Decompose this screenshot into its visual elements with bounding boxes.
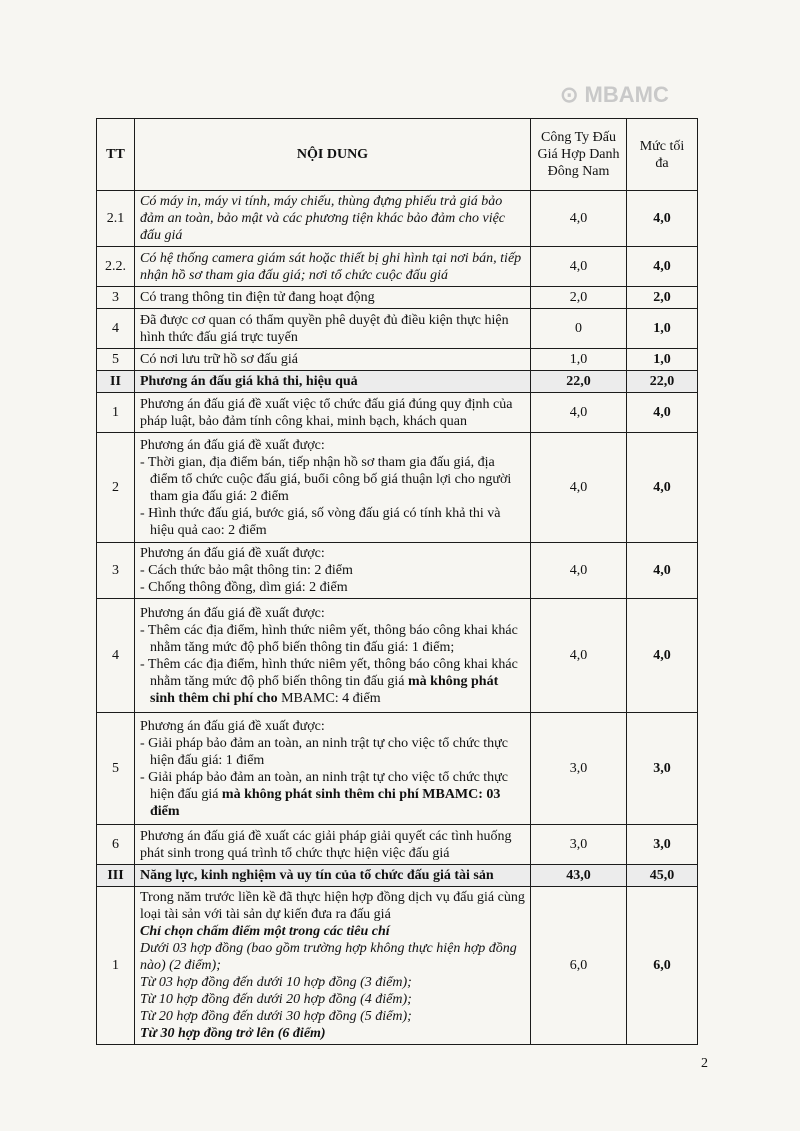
content-line: [140, 579, 525, 596]
table-row: [97, 191, 698, 247]
row-number: 5: [97, 349, 135, 371]
table-row: [97, 349, 698, 371]
company-score: 4,0: [531, 393, 627, 433]
table-row: [97, 287, 698, 309]
content-line: [140, 289, 525, 306]
row-content: [135, 309, 531, 349]
table-row: [97, 713, 698, 825]
content-line: [140, 505, 525, 539]
content-text: - Giải pháp bảo đảm an toàn, an ninh trật tự cho việc tổ chức thực hiện đấu giá: 1 điểm: [140, 735, 508, 768]
content-text: Phương án đấu giá đề xuất các giải pháp giải quyết các tình huống phát sinh trong quá trình tổ chức thực hiện việc đấu giá: [140, 828, 512, 861]
content-line: [140, 974, 525, 991]
header-content: NỘI DUNG: [135, 119, 531, 191]
content-text: - Thêm các địa điểm, hình thức niêm yết, thông báo công khai khác nhằm tăng mức độ phổ biến thông tin đấu giá: 1 điểm;: [140, 622, 518, 655]
content-line: [140, 991, 525, 1008]
content-text: Dưới 03 hợp đồng (bao gồm trường hợp không thực hiện hợp đồng nào) (2 điểm);: [140, 941, 517, 973]
content-text: Từ 20 hợp đồng đến dưới 30 hợp đồng (5 điểm);: [140, 1009, 412, 1024]
content-text: - Thời gian, địa điểm bán, tiếp nhận hồ sơ tham gia đấu giá, địa điểm tổ chức cuộc đấu giá, buổi công bố giá thuận lợi cho người tham gia đấu giá: 2 điểm: [140, 454, 512, 504]
company-score: 3,0: [531, 713, 627, 825]
content-tail-text: MBAMC: 4 điểm: [277, 690, 381, 706]
table-row: [97, 309, 698, 349]
row-content: [135, 599, 531, 713]
table-row: [97, 433, 698, 543]
max-score: 4,0: [627, 393, 698, 433]
content-line: [140, 312, 525, 346]
max-score: 4,0: [627, 247, 698, 287]
row-content: [135, 887, 531, 1045]
row-content: [135, 543, 531, 599]
max-score: 1,0: [627, 349, 698, 371]
max-score: 4,0: [627, 191, 698, 247]
bleed-through-logo: ⊙ MBAMC: [560, 82, 669, 107]
content-line: [140, 828, 525, 862]
content-bold-text: mà không phát sinh thêm chi phí MBAMC:: [218, 786, 483, 802]
content-text: - Cách thức bảo mật thông tin: 2 điểm: [140, 563, 353, 578]
company-score: 2,0: [531, 287, 627, 309]
content-line: [140, 373, 525, 390]
table-row: [97, 247, 698, 287]
row-number: 2.1: [97, 191, 135, 247]
header-company: Công Ty Đấu Giá Hợp Danh Đông Nam: [531, 119, 627, 191]
content-line: [140, 923, 525, 940]
section-row: [97, 371, 698, 393]
max-score: 4,0: [627, 433, 698, 543]
table-body: [97, 191, 698, 1045]
header-max: Mức tối đa: [627, 119, 698, 191]
content-line: [140, 193, 525, 244]
content-text: Đã được cơ quan có thẩm quyền phê duyệt đủ điều kiện thực hiện hình thức đấu giá trực tuyến: [140, 312, 509, 345]
content-text: Phương án đấu giá đề xuất được:: [140, 718, 325, 734]
content-line: [140, 940, 525, 974]
row-number: 2.2.: [97, 247, 135, 287]
company-score: 6,0: [531, 887, 627, 1045]
content-text: Có trang thông tin điện tử đang hoạt động: [140, 290, 375, 305]
content-text: Năng lực, kinh nghiệm và uy tín của tổ chức đấu giá tài sản: [140, 868, 494, 883]
row-number: 4: [97, 599, 135, 713]
content-line: [140, 889, 525, 923]
row-content: [135, 433, 531, 543]
content-text: - Chống thông đồng, dìm giá: 2 điểm: [140, 580, 348, 595]
table-header-row: [97, 119, 698, 191]
content-line: [140, 605, 525, 622]
row-content: [135, 865, 531, 887]
content-text: Phương án đấu giá đề xuất được:: [140, 546, 325, 561]
row-content: [135, 287, 531, 309]
table-row: [97, 825, 698, 865]
row-number: 4: [97, 309, 135, 349]
content-text: Từ 30 hợp đồng trở lên (6 điểm): [140, 1026, 326, 1041]
content-line: [140, 1008, 525, 1025]
content-line: [140, 250, 525, 284]
row-number: 3: [97, 543, 135, 599]
table-row: [97, 887, 698, 1045]
row-number: II: [97, 371, 135, 393]
content-text: Có nơi lưu trữ hồ sơ đấu giá: [140, 352, 298, 367]
row-number: 1: [97, 887, 135, 1045]
content-line: [140, 437, 525, 454]
company-score: 22,0: [531, 371, 627, 393]
content-line: [140, 656, 525, 707]
table-row: [97, 543, 698, 599]
row-number: III: [97, 865, 135, 887]
page-number: 2: [701, 1056, 708, 1071]
content-line: [140, 351, 525, 368]
content-line: [140, 718, 525, 735]
content-text: Phương án đấu giá đề xuất việc tổ chức đấu giá đúng quy định của pháp luật, bảo đảm tính công khai, minh bạch, khách quan: [140, 396, 513, 429]
max-score: 3,0: [627, 713, 698, 825]
content-line: [140, 396, 525, 430]
content-text: Từ 10 hợp đồng đến dưới 20 hợp đồng (4 điểm);: [140, 992, 412, 1007]
content-line: [140, 769, 525, 820]
content-line: [140, 867, 525, 884]
content-line: [140, 1025, 525, 1042]
row-number: 1: [97, 393, 135, 433]
content-line: [140, 545, 525, 562]
content-text: - Giải pháp bảo đảm an toàn, an ninh trật tự cho việc tổ chức thực hiện đấu giá: [140, 769, 508, 802]
row-number: 2: [97, 433, 135, 543]
table-row: [97, 393, 698, 433]
row-number: 6: [97, 825, 135, 865]
row-content: [135, 393, 531, 433]
row-content: [135, 825, 531, 865]
company-score: 3,0: [531, 825, 627, 865]
row-content: [135, 371, 531, 393]
company-score: 4,0: [531, 599, 627, 713]
max-score: 2,0: [627, 287, 698, 309]
content-line: [140, 622, 525, 656]
company-score: 4,0: [531, 191, 627, 247]
content-text: Phương án đấu giá khả thi, hiệu quả: [140, 374, 358, 389]
row-number: 5: [97, 713, 135, 825]
content-tail-text: 03 điểm: [150, 786, 501, 819]
content-line: [140, 454, 525, 505]
section-row: [97, 865, 698, 887]
row-number: 3: [97, 287, 135, 309]
table-row: [97, 599, 698, 713]
content-text: - Hình thức đấu giá, bước giá, số vòng đấu giá có tính khả thi và hiệu quả cao: 2 điểm: [140, 505, 501, 538]
row-content: [135, 713, 531, 825]
company-score: 4,0: [531, 433, 627, 543]
row-content: [135, 191, 531, 247]
content-text: Từ 03 hợp đồng đến dưới 10 hợp đồng (3 điểm);: [140, 975, 412, 990]
content-text: - Thêm các địa điểm, hình thức niêm yết, thông báo công khai khác nhằm tăng mức độ phổ biến thông tin đấu giá: [140, 656, 518, 689]
row-content: [135, 349, 531, 371]
scoring-table: [96, 118, 698, 1045]
content-text: Phương án đấu giá đề xuất được:: [140, 437, 325, 453]
content-text: Có máy in, máy vi tính, máy chiếu, thùng đựng phiếu trả giá bảo đảm an toàn, bảo mật và các phương tiện khác bảo đảm cho việc đấu giá: [140, 194, 506, 243]
max-score: 4,0: [627, 599, 698, 713]
max-score: 3,0: [627, 825, 698, 865]
max-score: 45,0: [627, 865, 698, 887]
content-text: Chỉ chọn chấm điểm một trong các tiêu chí: [140, 924, 390, 939]
max-score: 1,0: [627, 309, 698, 349]
content-line: [140, 735, 525, 769]
company-score: 43,0: [531, 865, 627, 887]
row-content: [135, 247, 531, 287]
content-line: [140, 562, 525, 579]
content-bold-text: mà không phát sinh thêm chi phí cho: [150, 673, 499, 706]
content-text: Phương án đấu giá đề xuất được:: [140, 605, 325, 621]
company-score: 4,0: [531, 543, 627, 599]
company-score: 4,0: [531, 247, 627, 287]
company-score: 0: [531, 309, 627, 349]
header-tt: TT: [97, 119, 135, 191]
max-score: 4,0: [627, 543, 698, 599]
max-score: 6,0: [627, 887, 698, 1045]
content-text: Có hệ thống camera giám sát hoặc thiết bị ghi hình tại nơi bán, tiếp nhận hồ sơ tham gia đấu giá; nơi tổ chức cuộc đấu giá: [140, 250, 522, 283]
company-score: 1,0: [531, 349, 627, 371]
content-text: Trong năm trước liền kề đã thực hiện hợp đồng dịch vụ đấu giá cùng loại tài sản với tài sản dự kiến đưa ra đấu giá: [140, 890, 525, 922]
max-score: 22,0: [627, 371, 698, 393]
